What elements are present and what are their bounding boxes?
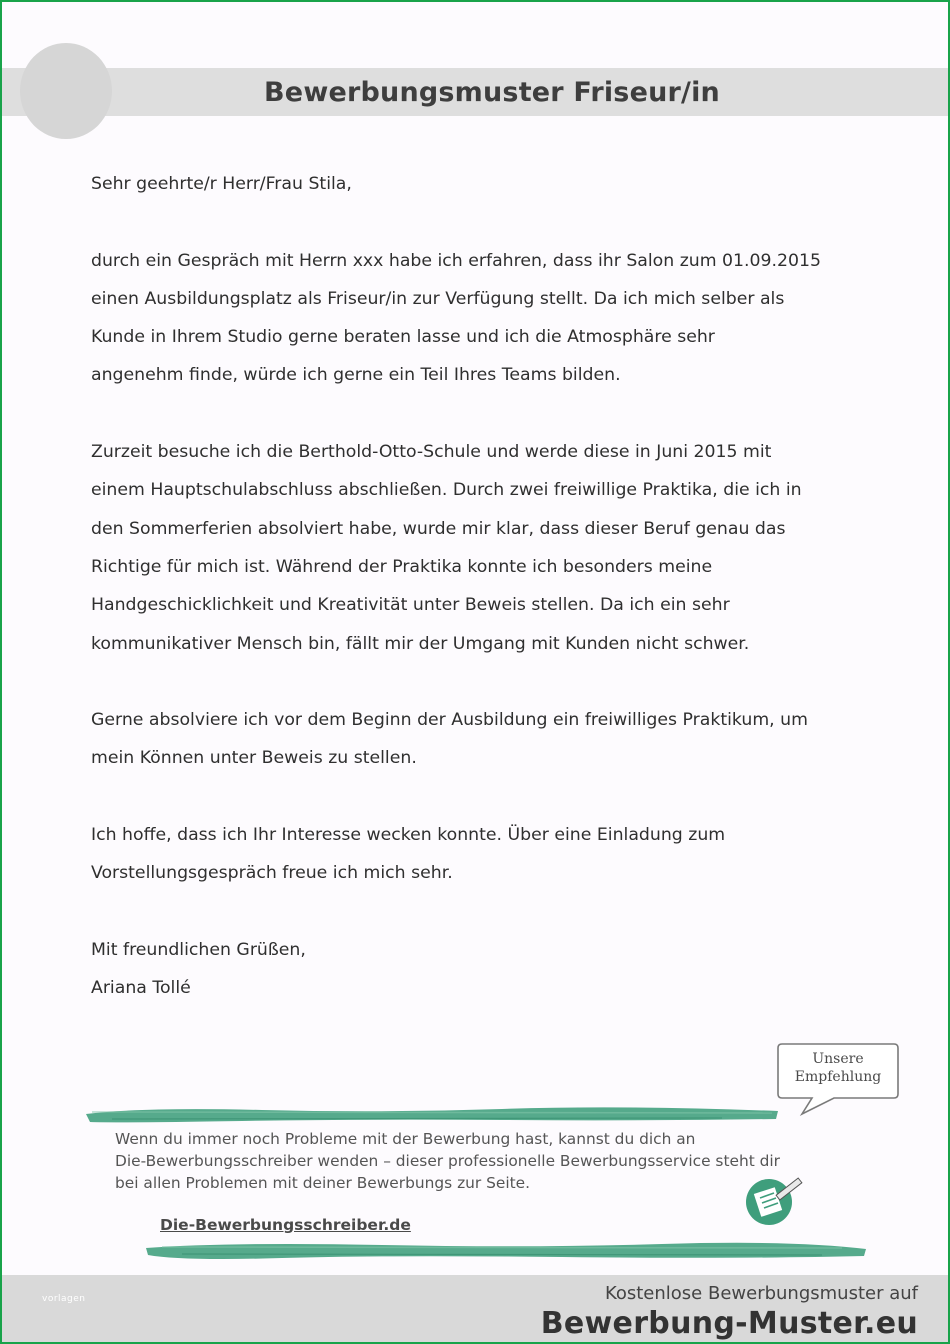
paragraph-3-line: mein Können unter Beweis zu stellen. [91, 748, 417, 769]
letter-body [91, 165, 891, 1008]
salutation: Sehr geehrte/r Herr/Frau Stila, [91, 174, 352, 194]
paragraph-2-line: kommunikativer Mensch bin, fällt mir der Umgang mit Kunden nicht schwer. [91, 633, 750, 654]
paragraph-1-line: durch ein Gespräch mit Herrn xxx habe ich erfahren, dass ihr Salon zum 01.09.2015 [91, 250, 821, 271]
footer-tagline: Kostenlose Bewerbungsmuster auf [604, 1283, 918, 1304]
paragraph-1-line: Kunde in Ihrem Studio gerne beraten lasse und ich die Atmosphäre sehr [91, 327, 715, 348]
note-pencil-icon [745, 1174, 809, 1226]
paragraph-1-line: einen Ausbildungsplatz als Friseur/in zur Verfügung stellt. Da ich mich selber als [91, 288, 785, 309]
footer-small-label: vorlagen [42, 1294, 86, 1304]
brush-stroke-top [82, 1102, 782, 1126]
paragraph-2-line: Handgeschicklichkeit und Kreativität unter Beweis stellen. Da ich ein sehr [91, 595, 730, 616]
paragraph-4-line: Ich hoffe, dass ich Ihr Interesse wecken konnte. Über eine Einladung zum [91, 825, 726, 846]
paragraph-2-line: Richtige für mich ist. Während der Praktika konnte ich besonders meine [91, 556, 713, 577]
recommendation-bubble-text: Unsere Empfehlung [794, 1051, 882, 1085]
page-title: Bewerbungsmuster Friseur/in [264, 77, 720, 108]
paragraph-2-line: einem Hauptschulabschluss abschließen. Durch zwei freiwillige Praktika, die ich in [91, 480, 802, 501]
footer-site-name[interactable]: Bewerbung-Muster.eu [540, 1306, 918, 1341]
signature: Ariana Tollé [91, 978, 191, 999]
paragraph-2-line: Zurzeit besuche ich die Berthold-Otto-Schule und werde diese in Juni 2015 mit [91, 442, 772, 463]
recommendation-line: bei allen Problemen mit deiner Bewerbungs zur Seite. [115, 1174, 531, 1192]
brush-stroke-bottom [142, 1238, 870, 1262]
recommendation-text [115, 1128, 855, 1194]
paragraph-1-line: angenehm finde, würde ich gerne ein Teil Ihres Teams bilden. [91, 365, 621, 386]
title-circle-decoration [20, 43, 112, 139]
paragraph-2-line: den Sommerferien absolviert habe, wurde mir klar, dass dieser Beruf genau das [91, 518, 786, 539]
closing: Mit freundlichen Grüßen, [91, 939, 306, 960]
recommendation-line: Die-Bewerbungsschreiber wenden – dieser professionelle Bewerbungsservice steht dir [115, 1152, 781, 1170]
bewerbungsschreiber-link[interactable]: Die-Bewerbungsschreiber.de [160, 1216, 411, 1234]
paragraph-4-line: Vorstellungsgespräch freue ich mich sehr. [91, 863, 453, 884]
recommendation-line: Wenn du immer noch Probleme mit der Bewerbung hast, kannst du dich an [115, 1130, 696, 1148]
paragraph-3-line: Gerne absolviere ich vor dem Beginn der Ausbildung ein freiwilliges Praktikum, um [91, 710, 808, 731]
